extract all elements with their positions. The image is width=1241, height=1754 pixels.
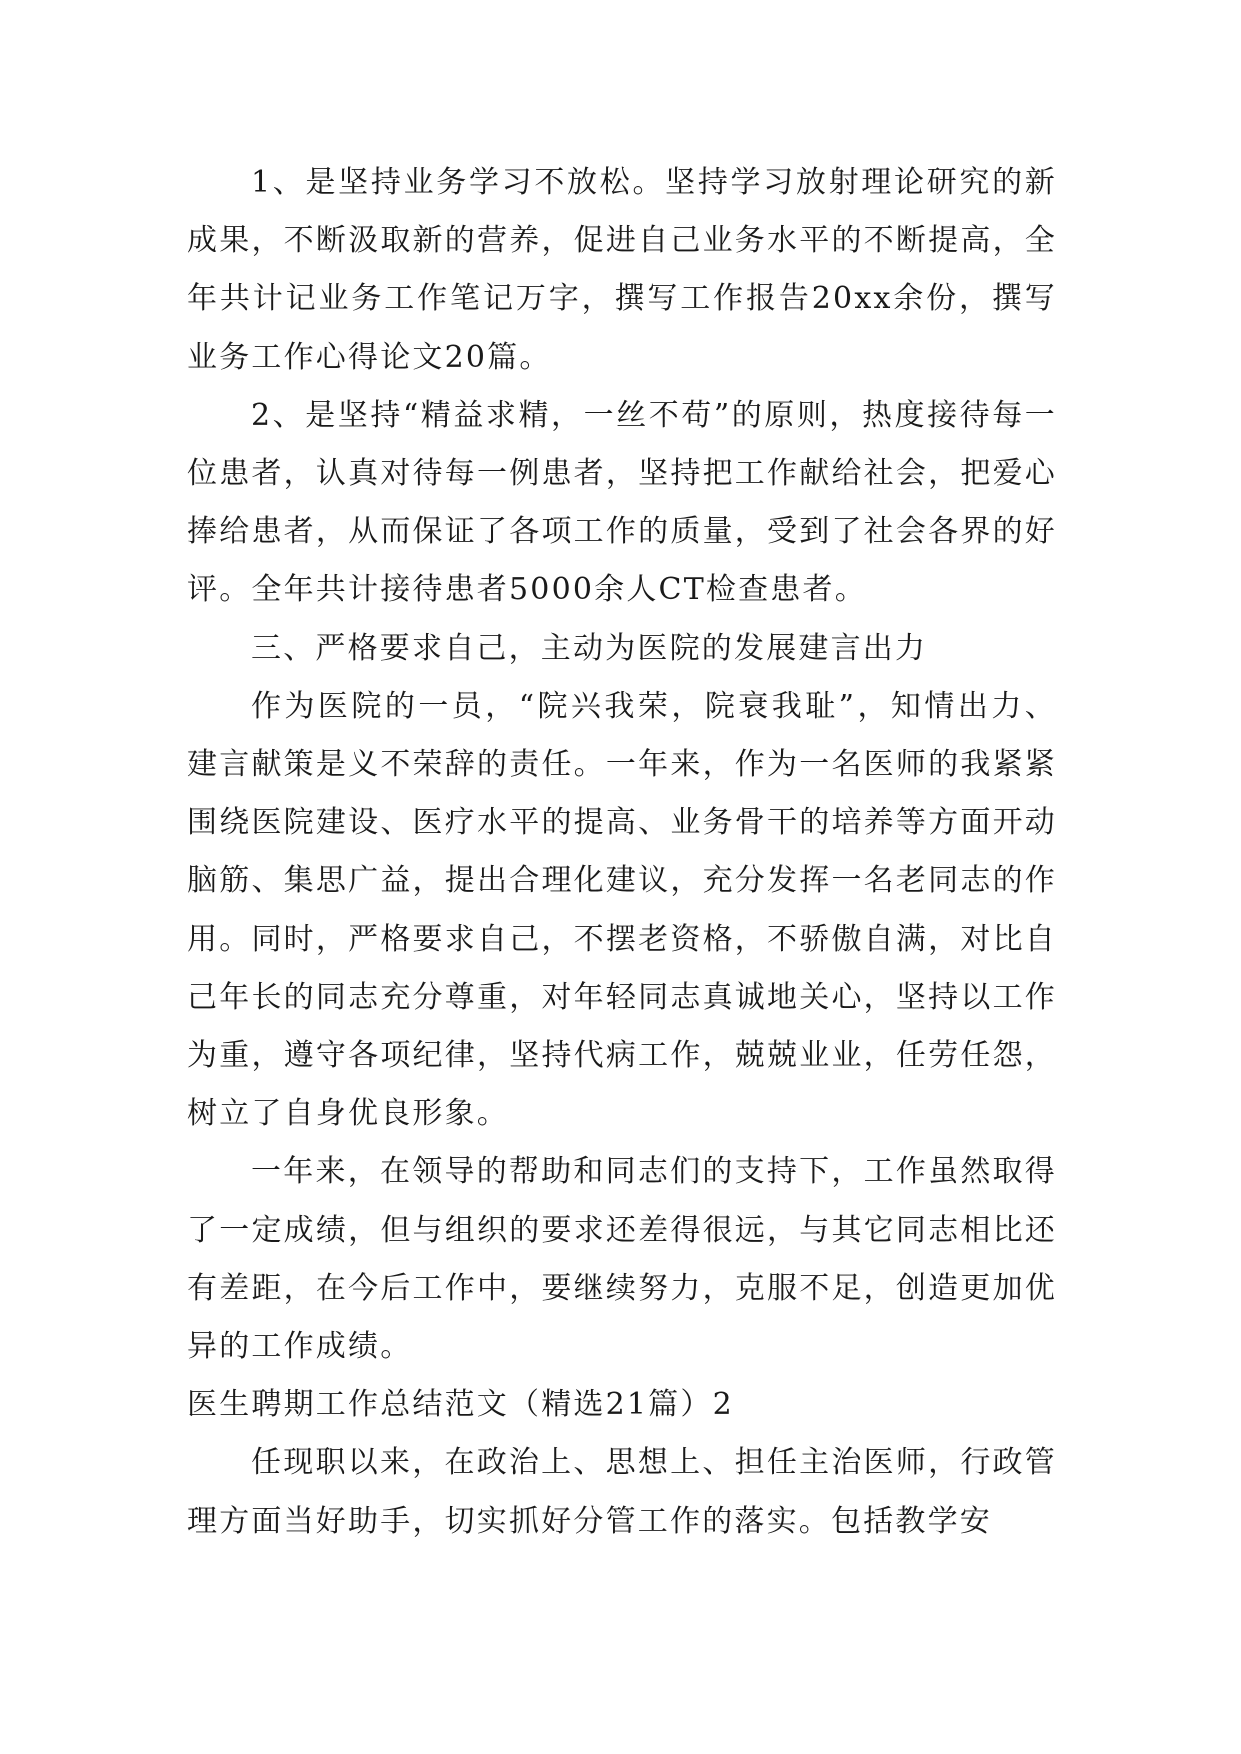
paragraph-patient-care: 2、是坚持“精益求精，一丝不苟”的原则，热度接待每一位患者，认真对待每一例患者，坚持把工作献给社会，把爱心捧给患者，从而保证了各项工作的质量，受到了社会各界的好评。全年共计接待患者5000余人CT检查患者。	[187, 397, 1057, 608]
document-body	[187, 154, 1057, 1551]
section-heading-three: 三、严格要求自己，主动为医院的发展建言出力	[251, 630, 928, 666]
paragraph-current-position: 任现职以来，在政治上、思想上、担任主治医师，行政管理方面当好助手，切实抓好分管工作的落实。包括教学安	[187, 1445, 1057, 1539]
paragraph-year-summary: 一年来，在领导的帮助和同志们的支持下，工作虽然取得了一定成绩，但与组织的要求还差得很远，与其它同志相比还有差距，在今后工作中，要继续努力，克服不足，创造更加优异的工作成绩。	[187, 1154, 1057, 1365]
paragraph-hospital-member: 作为医院的一员，“院兴我荣，院衰我耻”，知情出力、建言献策是义不荣辞的责任。一年来，作为一名医师的我紧紧围绕医院建设、医疗水平的提高、业务骨干的培养等方面开动脑筋、集思广益，提出合理化建议，充分发挥一名老同志的作用。同时，严格要求自己，不摆老资格，不骄傲自满，对比自己年长的同志充分尊重，对年轻同志真诚地关心，坚持以工作为重，遵守各项纪律，坚持代病工作，兢兢业业，任劳任怨，树立了自身优良形象。	[187, 688, 1057, 1132]
paragraph-business-study: 1、是坚持业务学习不放松。坚持学习放射理论研究的新成果，不断汲取新的营养，促进自己业务水平的不断提高，全年共计记业务工作笔记万字，撰写工作报告20xx余份，撰写业务工作心得论文20篇。	[187, 165, 1057, 375]
article-title-2: 医生聘期工作总结范文（精选21篇）2	[187, 1387, 734, 1423]
